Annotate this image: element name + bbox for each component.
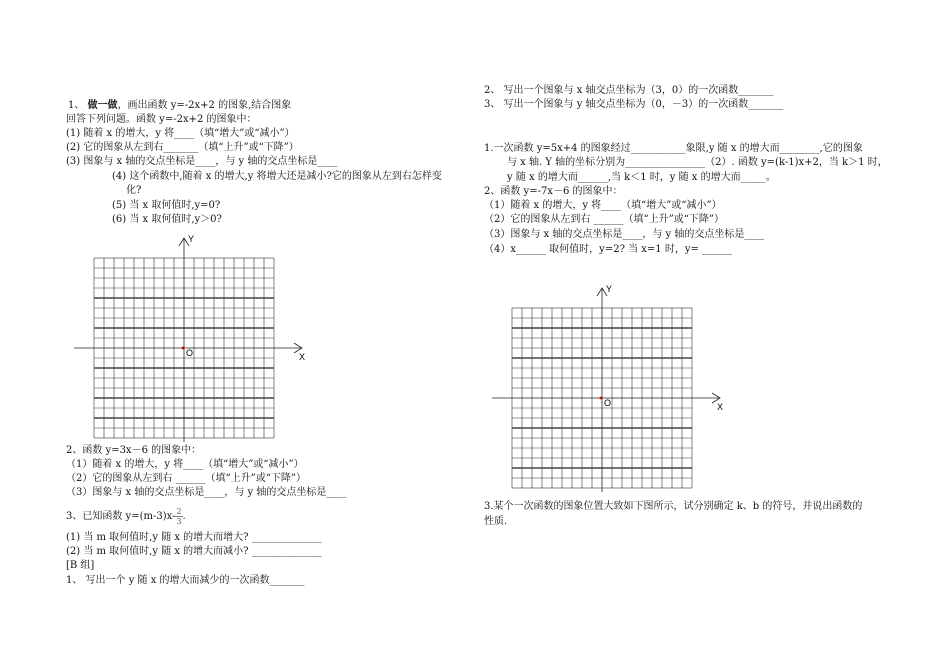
q2-item-1: （1）随着 x 的增大，y 将____（填“增大”或“减小”） bbox=[66, 459, 304, 470]
q1-item-5: (5) 当 x 取何值时,y=0? bbox=[112, 200, 221, 211]
q3-title bbox=[66, 507, 186, 526]
coordinate-grid-right bbox=[488, 282, 728, 492]
b3-question: 3、 写出一个图象与 y 轴交点坐标为（0，－3）的一次函数_______ bbox=[484, 99, 784, 110]
q1-item-6: (6) 当 x 取何值时,y＞0? bbox=[112, 214, 222, 225]
q3-item-2: (2) 当 m 取何值时,y 随 x 的增大而减小? ______________ bbox=[66, 546, 322, 557]
q1-bold-title: 做一做 bbox=[87, 100, 118, 111]
c1-line-1: 1.一次函数 y=5x+4 的图象经过___________象限,y 随 x 的增大而________,它的图象 bbox=[484, 143, 863, 154]
coordinate-grid-left bbox=[70, 232, 310, 442]
q3-fraction-denominator: 3 bbox=[176, 517, 182, 526]
q2-item-3: （3）图象与 x 轴的交点坐标是____，与 y 轴的交点坐标是____ bbox=[66, 487, 347, 498]
q1-item-4b: 化? bbox=[126, 185, 142, 196]
c3-line-1: 3.某个一次函数的图象位置大致如下图所示，试分别确定 k、b 的符号，并说出函数的 bbox=[484, 501, 863, 512]
q3-fraction-numerator: 2 bbox=[176, 507, 182, 516]
q1-intro bbox=[68, 100, 291, 112]
c2-item-4: （4）x______ 取何值时，y=2? 当 x=1 时，y= ______ bbox=[484, 244, 733, 255]
c2-item-1: （1）随着 x 的增大，y 将____（填“增大”或“减小”） bbox=[484, 200, 722, 211]
q1-item-3: (3) 图象与 x 轴的交点坐标是____，与 y 轴的交点坐标是____ bbox=[66, 156, 338, 167]
c1-line-3: y 随 x 的增大而______,当 k＜1 时，y 随 x 的增大而_____。 bbox=[507, 172, 776, 183]
c2-item-3: （3）图象与 x 轴的交点坐标是____，与 y 轴的交点坐标是____ bbox=[484, 229, 765, 240]
group-b-heading: [B 组] bbox=[66, 560, 95, 571]
q2-title: 2、函数 y=3x－6 的图象中： bbox=[66, 445, 202, 456]
c2-item-2: （2）它的图象从左到右 ______（填“上升”或“下降”） bbox=[484, 214, 724, 225]
q1-item-4a: (4) 这个函数中,随着 x 的增大,y 将增大还是减小?它的图象从左到右怎样变 bbox=[112, 171, 442, 182]
origin-label: O bbox=[604, 398, 612, 408]
q1-number: 1、 bbox=[68, 100, 85, 111]
q1-intro-text: ，画出函数 y=-2x+2 的图象,结合图象 bbox=[117, 100, 292, 111]
y-axis-label: Y bbox=[188, 234, 195, 244]
x-axis-label: X bbox=[717, 402, 724, 412]
q2-item-2: （2）它的图象从左到右 ______（填“上升”或“下降”） bbox=[66, 473, 306, 484]
q1-item-1: (1) 随着 x 的增大，y 将____（填“增大”或“减小”） bbox=[66, 128, 295, 139]
q3-item-1: (1) 当 m 取何值时,y 随 x 的增大而增大? ______________ bbox=[66, 532, 322, 543]
q3-title-end: . bbox=[182, 511, 186, 522]
b2-question: 2、 写出一个图象与 x 轴交点坐标为（3，0）的一次函数_______ bbox=[484, 85, 774, 96]
b1-question: 1、 写出一个 y 随 x 的增大而减少的一次函数_______ bbox=[66, 575, 305, 586]
q3-fraction bbox=[175, 507, 182, 526]
origin-label: O bbox=[186, 348, 194, 358]
y-axis-label: Y bbox=[606, 284, 613, 294]
q1-intro-line2: 回答下列问题。函数 y=-2x+2 的图象中： bbox=[66, 114, 257, 125]
x-axis-label: X bbox=[299, 352, 306, 362]
origin-dot bbox=[182, 347, 185, 350]
c1-line-2: 与 x 轴. Y 轴的坐标分别为________________（2）. 函数 y=(k-1)x+2，当 k＞1 时， bbox=[507, 157, 888, 168]
q3-title-text: 3、已知函数 y=(m-3)x- bbox=[66, 511, 176, 522]
c3-line-2: 性质. bbox=[484, 516, 508, 527]
origin-dot bbox=[600, 397, 603, 400]
q1-item-2: (2) 它的图象从左到右_______（填“上升”或“下降”） bbox=[66, 142, 299, 153]
c2-title: 2、函数 y=-7x－6 的图象中： bbox=[484, 186, 623, 197]
